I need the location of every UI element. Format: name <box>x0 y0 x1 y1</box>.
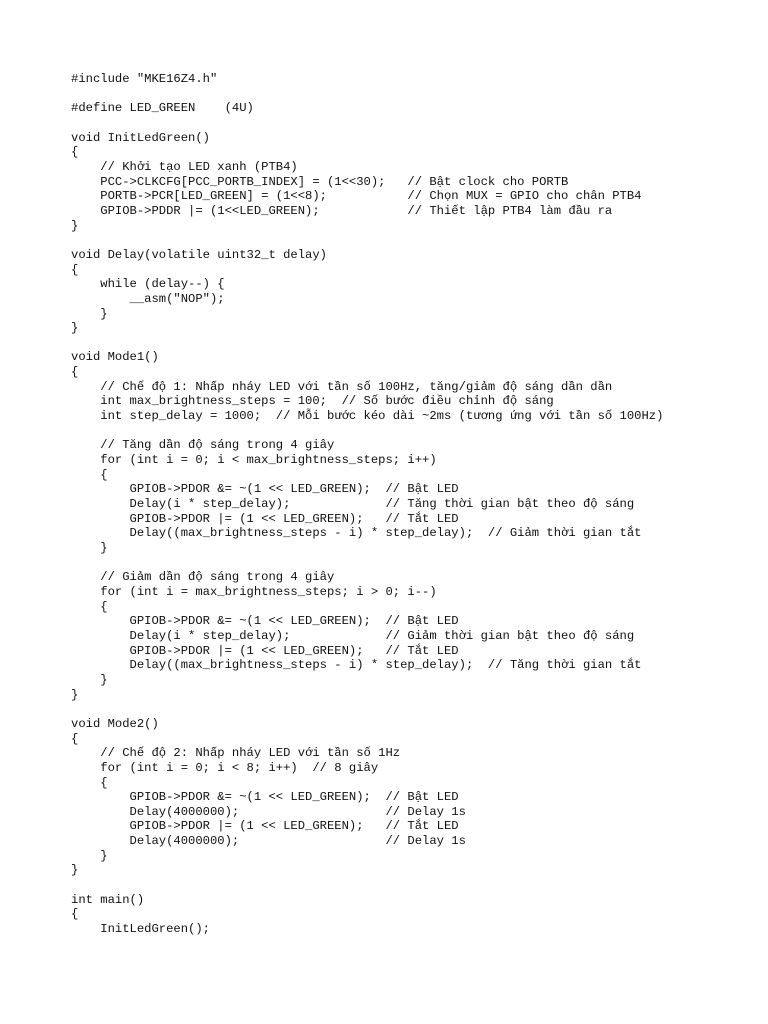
code-line: } <box>71 672 108 687</box>
code-line: for (int i = 0; i < 8; i++) // 8 giây <box>71 760 379 775</box>
code-line: GPIOB->PDOR |= (1 << LED_GREEN); // Tắt LED <box>71 511 459 526</box>
code-line: GPIOB->PDOR &= ~(1 << LED_GREEN); // Bật LED <box>71 482 459 497</box>
code-line: PORTB->PCR[LED_GREEN] = (1<<8); // Chọn MUX = GPIO cho chân PTB4 <box>71 189 642 204</box>
code-line: GPIOB->PDOR &= ~(1 << LED_GREEN); // Bật LED <box>71 790 459 805</box>
code-line: void Delay(volatile uint32_t delay) <box>71 247 327 262</box>
code-blank-line <box>71 336 761 351</box>
code-line: PCC->CLKCFG[PCC_PORTB_INDEX] = (1<<30); // Bật clock cho PORTB <box>71 174 569 189</box>
code-blank-line <box>71 233 761 248</box>
code-line: { <box>71 731 79 746</box>
code-line: GPIOB->PDOR |= (1 << LED_GREEN); // Tắt LED <box>71 643 459 658</box>
code-line: // Giảm dần độ sáng trong 4 giây <box>71 570 335 585</box>
code-line: #define LED_GREEN (4U) <box>71 101 254 116</box>
code-line: int max_brightness_steps = 100; // Số bước điều chỉnh độ sáng <box>71 394 554 409</box>
code-blank-line <box>71 87 761 102</box>
code-line: __asm("NOP"); <box>71 291 225 306</box>
code-blank-line <box>71 556 761 571</box>
code-line: } <box>71 848 108 863</box>
code-line: Delay(i * step_delay); // Tăng thời gian bật theo độ sáng <box>71 497 635 512</box>
code-line: void Mode2() <box>71 716 159 731</box>
code-line: Delay((max_brightness_steps - i) * step_delay); // Giảm thời gian tắt <box>71 526 642 541</box>
code-line: { <box>71 599 108 614</box>
code-line: { <box>71 775 108 790</box>
code-line: } <box>71 218 79 233</box>
code-line: InitLedGreen(); <box>71 922 210 937</box>
code-line: { <box>71 145 79 160</box>
code-line: for (int i = 0; i < max_brightness_steps; i++) <box>71 453 437 468</box>
code-line: // Chế độ 2: Nhấp nháy LED với tần số 1Hz <box>71 746 401 761</box>
code-line: // Khởi tạo LED xanh (PTB4) <box>71 159 298 174</box>
code-line: void InitLedGreen() <box>71 130 210 145</box>
code-line: Delay(4000000); // Delay 1s <box>71 804 466 819</box>
code-line: } <box>71 863 79 878</box>
code-line: } <box>71 541 108 555</box>
code-line: GPIOB->PDDR |= (1<<LED_GREEN); // Thiết lập PTB4 làm đầu ra <box>71 203 613 218</box>
code-line: { <box>71 467 108 482</box>
code-line: for (int i = max_brightness_steps; i > 0; i--) <box>71 584 437 599</box>
code-line: void Mode1() <box>71 350 159 365</box>
code-line: Delay(4000000); // Delay 1s <box>71 834 466 849</box>
code-line: { <box>71 365 79 380</box>
code-listing <box>71 72 761 937</box>
code-line: Delay(i * step_delay); // Giảm thời gian bật theo độ sáng <box>71 628 635 643</box>
code-line: { <box>71 907 79 922</box>
code-blank-line <box>71 116 761 131</box>
code-line: int main() <box>71 892 145 907</box>
code-line: // Chế độ 1: Nhấp nháy LED với tần số 100Hz, tăng/giảm độ sáng dần dần <box>71 379 613 394</box>
code-line: int step_delay = 1000; // Mỗi bước kéo dài ~2ms (tương ứng với tần số 100Hz) <box>71 409 664 424</box>
code-line: GPIOB->PDOR |= (1 << LED_GREEN); // Tắt LED <box>71 819 459 834</box>
code-blank-line <box>71 702 761 717</box>
code-line: { <box>71 262 79 277</box>
code-line: } <box>71 321 79 336</box>
code-line: while (delay--) { <box>71 277 225 292</box>
code-line: // Tăng dần độ sáng trong 4 giây <box>71 438 335 453</box>
code-line: GPIOB->PDOR &= ~(1 << LED_GREEN); // Bật LED <box>71 614 459 629</box>
code-line: } <box>71 306 108 321</box>
code-line: #include "MKE16Z4.h" <box>71 72 218 86</box>
code-blank-line <box>71 424 761 439</box>
code-line: } <box>71 687 79 702</box>
code-line: Delay((max_brightness_steps - i) * step_delay); // Tăng thời gian tắt <box>71 658 642 673</box>
code-blank-line <box>71 878 761 893</box>
